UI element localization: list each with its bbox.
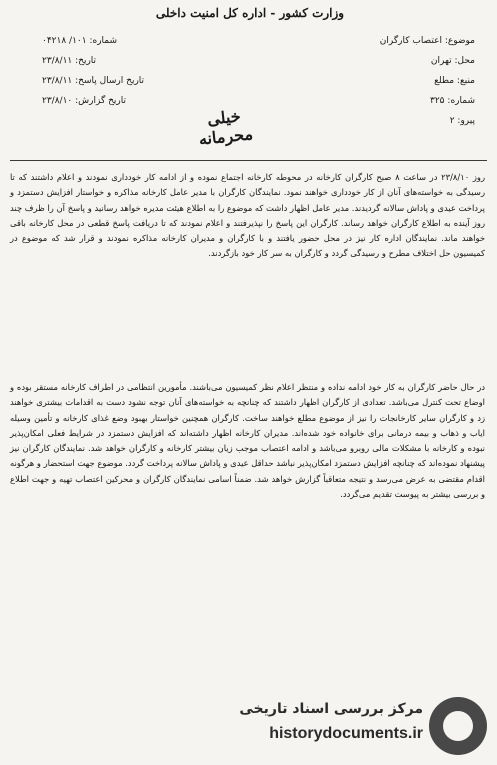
- report-by-value: مطلع: [434, 76, 455, 86]
- dispatch-label: تاریخ ارسال پاسخ: [78, 76, 145, 86]
- dispatch-value: ۲۳/۸/۱۱: [42, 76, 73, 86]
- subject-value: اعتصاب کارگران: [379, 36, 442, 46]
- code-value: ۳۲۵: [430, 96, 445, 106]
- subject-label: موضوع: [447, 36, 475, 46]
- receipt-label: تاریخ گزارش: [78, 96, 126, 106]
- report-by-field: منبع: مطلع: [434, 76, 475, 86]
- header-title: وزارت کشور - اداره کل امنیت داخلی: [155, 6, 345, 20]
- receipt-value: ۲۳/۸/۱۰: [42, 96, 73, 106]
- code-label: شماره: [450, 96, 475, 106]
- number-value: ۱۰۱/ ۰۴۲۱۸: [42, 36, 87, 46]
- archive-logo-icon: [429, 697, 487, 755]
- header-separator: [10, 160, 487, 161]
- number-label: شماره: [92, 36, 118, 46]
- ref-value: ۲: [449, 116, 455, 126]
- date-label: تاریخ: [78, 56, 97, 66]
- date-field: تاریخ: ۲۳/۸/۱۱: [42, 56, 97, 66]
- archive-watermark: [187, 695, 487, 755]
- report-by-label: منبع: [459, 76, 475, 86]
- watermark-site: historydocuments.ir: [269, 725, 423, 742]
- date-value: ۲۳/۸/۱۱: [42, 56, 73, 66]
- source-field: محل: تهران: [430, 56, 475, 66]
- source-label: محل: [457, 56, 475, 66]
- source-value: تهران: [430, 56, 452, 66]
- body-paragraph-2: در حال حاضر کارگران به کار خود ادامه نداده و منتظر اعلام نظر کمیسیون می‌باشند. مأمورین انتظامی در اطراف کارخانه مستقر بوده و اوضاع تحت کنترل می‌باشد. تعدادی از کارگران اظهار داشتند که چنانچه به خواسته‌های آنان توجه نشود دست به اقدامات بیشتری خواهند زد و کارگران سایر کارخانجات را نیز از موضوع مطلع خواهند ساخت. کارگران همچنین خواستار بهبود وضع غذای کارخانه و تأمین وسیله ایاب و ذهاب و بیمه درمانی برای خانواده خود شده‌اند. مدیران کارخانه اظهار داشته‌اند که افزایش دستمزد در شرایط فعلی امکان‌پذیر نبوده و کارخانه با مشکلات مالی روبرو می‌باشد و ادامه اعتصاب موجب زیان بیشتر کارخانه و کارگران خواهد شد. نمایندگان کارگران نیز پیشنهاد نموده‌اند که چنانچه افزایش دستمزد امکان‌پذیر نباشد حداقل عیدی و پاداش سالانه پرداخت گردد. موضوع جهت استحضار و هرگونه اقدام مقتضی به عرض می‌رسد و نتیجه متعاقباً گزارش خواهد شد. ضمناً اسامی نمایندگان کارگران و محرکین اعتصاب تهیه و جهت اطلاع و بررسی بیشتر به پیوست تقدیم می‌گردد.: [10, 382, 485, 500]
- classification-stamp: خیلی محرمانه: [197, 106, 254, 149]
- subject-field: موضوع: اعتصاب کارگران: [379, 36, 475, 46]
- receipt-field: تاریخ گزارش: ۲۳/۸/۱۰: [42, 96, 126, 106]
- watermark-org: مرکز بررسی اسناد تاریخی: [239, 701, 423, 717]
- ref-field: پیرو: ۲: [449, 116, 475, 126]
- code-field: شماره: ۳۲۵: [430, 96, 475, 106]
- body-paragraph-1: روز ۲۳/۸/۱۰ در ساعت ۸ صبح کارگران کارخانه در محوطه کارخانه اجتماع نموده و از ادامه کار خودداری نمودند و اعلام داشتند که تا رسیدگی به خواسته‌های آنان از کار خودداری خواهند نمود. نمایندگان کارگران با مدیر عامل کارخانه مذاکره و خواستار افزایش دستمزد و پرداخت عیدی و پاداش سالانه گردیدند. مدیر عامل اظهار داشت که موضوع را به اطلاع هیئت مدیره خواهد رسانید و پاسخ آن را ظرف چند روز آینده به اطلاع کارگران خواهد رساند. کارگران این پاسخ را نپذیرفتند و اعلام نمودند که تا دریافت پاسخ قطعی در محل کارخانه باقی خواهند ماند. نمایندگان اداره کار نیز در محل حضور یافتند و با کارگران و مدیران کارخانه مذاکره نمودند و قرار شد که موضوع در کمیسیون حل اختلاف مطرح و رسیدگی گردد و کارگران به سر کار خود بازگردند.: [10, 172, 485, 259]
- dispatch-field: تاریخ ارسال پاسخ: ۲۳/۸/۱۱: [42, 76, 145, 86]
- ref-label: پیرو: [460, 116, 475, 126]
- number-field: شماره: ۱۰۱/ ۰۴۲۱۸: [42, 36, 118, 46]
